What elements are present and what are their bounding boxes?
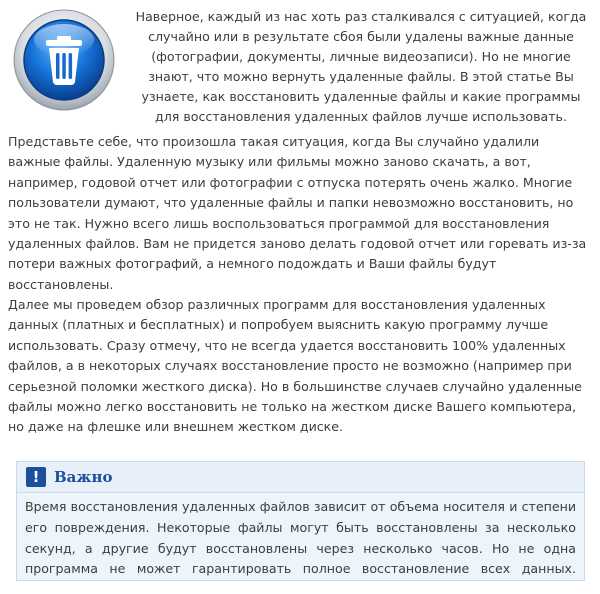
- paragraph-1: Представьте себе, что произошла такая ситуация, когда Вы случайно удалили важные файлы. Удаленную музыку или фильмы можно заново скачать, а вот, например, годовой отчет или фотографии с отпуска потерять очень жалко. Многие пользователи думают, что удаленные файлы и папки невозможно восстановить, но это не так. Нужно всего лишь воспользоваться программой для восстановления удаленных файлов. Вам не придется заново делать годовой отчет или горевать из-за потери важных фотографий, а немного подождать и Ваши файлы будут восстановлены.: [8, 134, 587, 292]
- important-notice: [16, 461, 585, 581]
- article-intro: [0, 0, 600, 124]
- intro-text: Наверное, каждый из нас хоть раз сталкивался с ситуацией, когда случайно или в результате сбоя были удалены важные данные (фотографии, документы, личные видеозаписи). Но не многие знают, что можно вернуть удаленные файлы. В этой статье Вы узнаете, как восстановить удаленные файлы и какие программы для восстановления удаленных файлов лучше использовать.: [135, 9, 587, 124]
- paragraph-2: Далее мы проведем обзор различных программ для восстановления удаленных данных (платных и бесплатных) и попробуем выяснить какую программу лучше использовать. Сразу отмечу, что не всегда удается восстановить 100% удаленных файлов, а в некоторых случаях восстановление просто не возможно (например при серьезной поломки жесткого диска). Но в большинстве случаев случайно удаленные файлы можно легко восстановить не только на жестком диске Вашего компьютера, но даже на флешке или внешнем жестком диске.: [8, 297, 582, 435]
- notice-title: Важно: [54, 468, 113, 486]
- trash-bin-icon: [12, 8, 116, 112]
- notice-text: Время восстановления удаленных файлов зависит от объема носителя и степени его повреждения. Некоторые файлы могут быть восстановлены за несколько секунд, а другие будут восстановлены через несколько часов. Но не одна программа не может гарантировать полное восстановление всех данных.: [25, 499, 576, 577]
- notice-header: [17, 462, 584, 493]
- exclamation-icon: !: [26, 467, 46, 487]
